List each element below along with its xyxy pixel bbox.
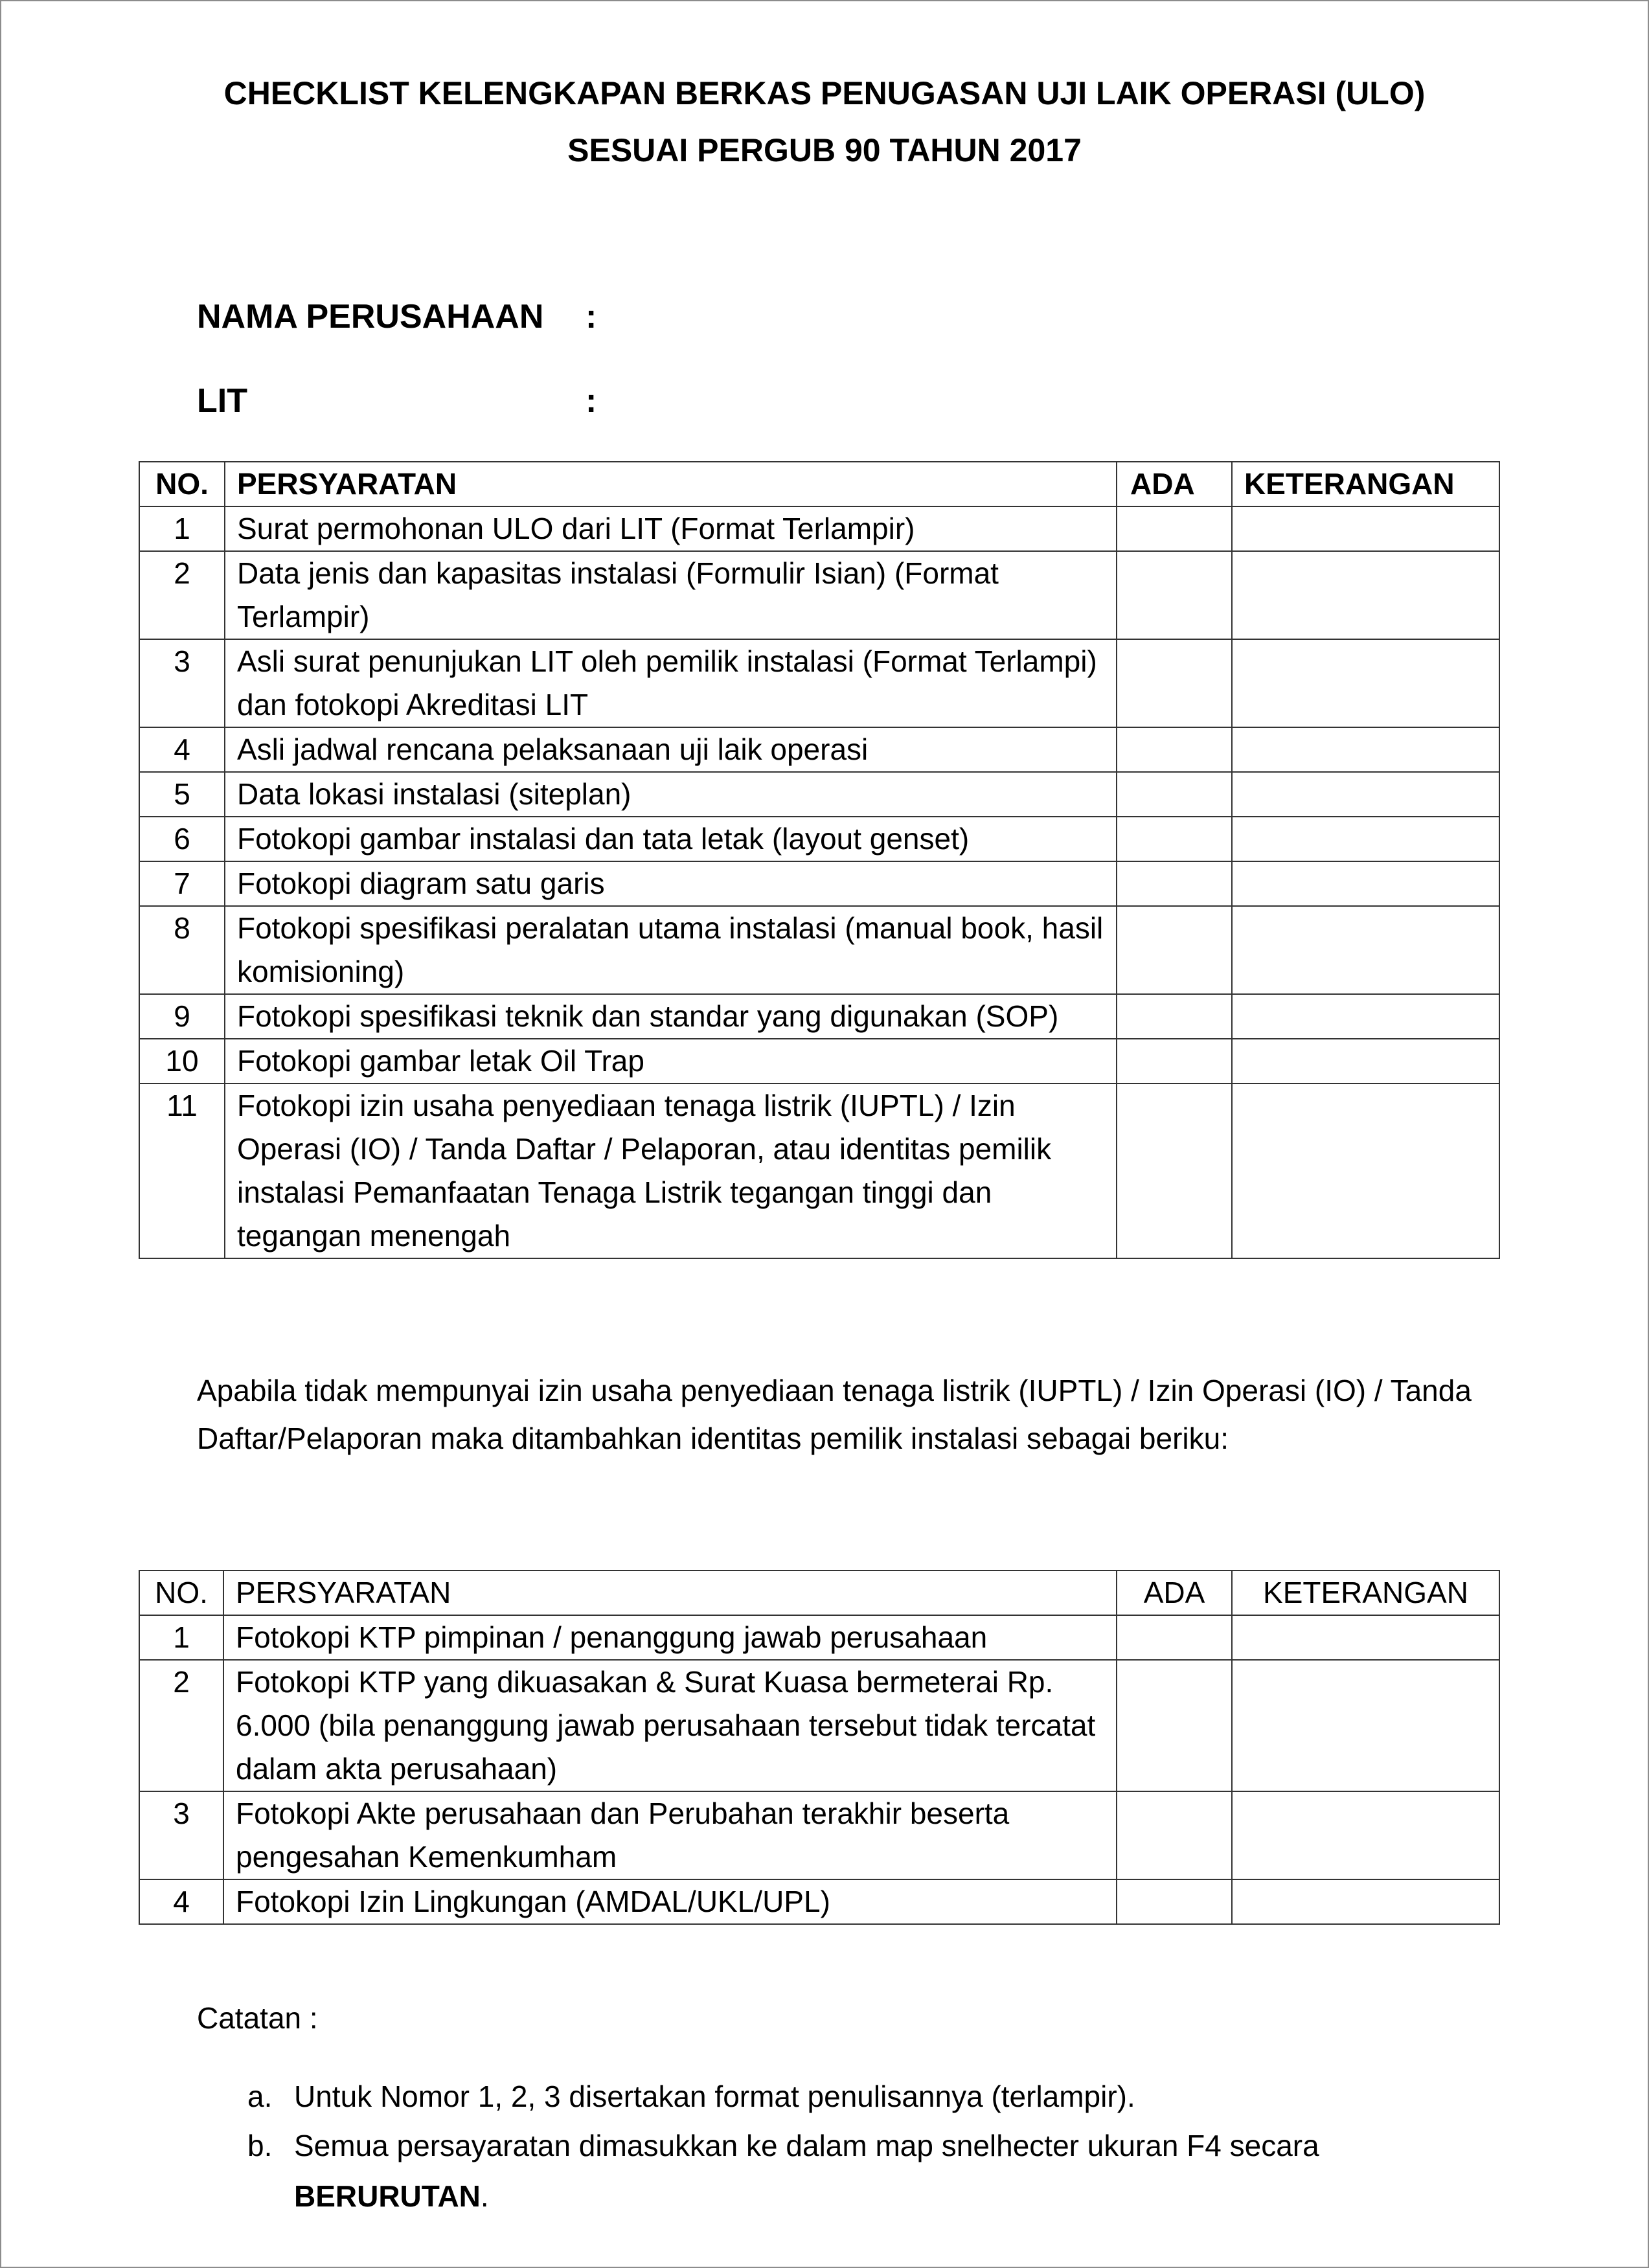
row-requirement: Fotokopi KTP yang dikuasakan & Surat Kuasa bermeterai Rp. 6.000 (bila penanggung jawab perusahaan tersebut tidak tercatat dalam akta perusahaan) [223, 1660, 1117, 1791]
note-text-wrapper [294, 2120, 1413, 2221]
note-item [247, 2071, 1413, 2122]
row-requirement: Surat permohonan ULO dari LIT (Format Terlampir) [225, 506, 1117, 551]
row-available-cell[interactable] [1117, 994, 1232, 1039]
additional-requirements-table [139, 1570, 1500, 1925]
row-available-cell[interactable] [1117, 817, 1232, 861]
row-number: 1 [139, 1615, 223, 1660]
row-remarks-cell[interactable] [1232, 1615, 1499, 1660]
table-row [139, 861, 1499, 906]
company-name-label: NAMA PERUSAHAAN [197, 298, 544, 335]
row-number: 10 [139, 1039, 225, 1083]
row-remarks-cell[interactable] [1232, 861, 1499, 906]
row-requirement: Fotokopi izin usaha penyediaan tenaga listrik (IUPTL) / Izin Operasi (IO) / Tanda Daftar / Pelaporan, atau identitas pemilik instalasi Pemanfaatan Tenaga Listrik tegangan tinggi dan tegangan menengah [225, 1083, 1117, 1258]
document-title-line2: SESUAI PERGUB 90 TAHUN 2017 [567, 132, 1082, 168]
row-requirement: Fotokopi spesifikasi teknik dan standar yang digunakan (SOP) [225, 994, 1117, 1039]
row-requirement: Data jenis dan kapasitas instalasi (Formulir Isian) (Format Terlampir) [225, 551, 1117, 639]
row-remarks-cell[interactable] [1232, 639, 1499, 727]
row-number: 4 [139, 1879, 223, 1924]
row-number: 8 [139, 906, 225, 994]
row-available-cell[interactable] [1117, 1039, 1232, 1083]
table-row [139, 817, 1499, 861]
table-row [139, 1039, 1499, 1083]
note-letter: b. [247, 2129, 273, 2162]
row-number: 1 [139, 506, 225, 551]
header-remarks: KETERANGAN [1232, 462, 1499, 506]
note-tail: . [480, 2179, 489, 2213]
row-remarks-cell[interactable] [1232, 551, 1499, 639]
row-requirement: Fotokopi Akte perusahaan dan Perubahan terakhir beserta pengesahan Kemenkumham [223, 1791, 1117, 1879]
row-requirement: Fotokopi gambar instalasi dan tata letak (layout genset) [225, 817, 1117, 861]
header-remarks: KETERANGAN [1232, 1571, 1499, 1615]
row-available-cell[interactable] [1117, 772, 1232, 817]
row-number: 3 [139, 1791, 223, 1879]
row-available-cell[interactable] [1117, 551, 1232, 639]
row-remarks-cell[interactable] [1232, 994, 1499, 1039]
table-row [139, 772, 1499, 817]
header-available: ADA [1117, 1571, 1232, 1615]
row-requirement: Fotokopi diagram satu garis [225, 861, 1117, 906]
requirements-table [139, 461, 1500, 1259]
row-remarks-cell[interactable] [1232, 1879, 1499, 1924]
row-available-cell[interactable] [1117, 727, 1232, 772]
table-row [139, 551, 1499, 639]
row-number: 11 [139, 1083, 225, 1258]
row-available-cell[interactable] [1117, 1791, 1232, 1879]
table-row [139, 1660, 1499, 1791]
row-number: 7 [139, 861, 225, 906]
company-name-field [197, 296, 597, 337]
header-requirement: PERSYARATAN [223, 1571, 1117, 1615]
row-requirement: Fotokopi KTP pimpinan / penanggung jawab perusahaan [223, 1615, 1117, 1660]
row-available-cell[interactable] [1117, 506, 1232, 551]
row-available-cell[interactable] [1117, 639, 1232, 727]
table-row [139, 906, 1499, 994]
notes-label: Catatan : [197, 2001, 318, 2035]
conditional-paragraph: Apabila tidak mempunyai izin usaha penyediaan tenaga listrik (IUPTL) / Izin Operasi (IO) / Tanda Daftar/Pelaporan maka ditambahkan identitas pemilik instalasi sebagai beriku: [197, 1374, 1472, 1455]
row-remarks-cell[interactable] [1232, 727, 1499, 772]
row-number: 2 [139, 551, 225, 639]
lit-label: LIT [197, 382, 247, 420]
row-number: 9 [139, 994, 225, 1039]
lit-field [197, 380, 597, 422]
row-available-cell[interactable] [1117, 861, 1232, 906]
table-row [139, 1879, 1499, 1924]
row-remarks-cell[interactable] [1232, 1791, 1499, 1879]
row-number: 2 [139, 1660, 223, 1791]
note-emphasis: BERURUTAN [294, 2179, 481, 2213]
row-remarks-cell[interactable] [1232, 1660, 1499, 1791]
row-available-cell[interactable] [1117, 1615, 1232, 1660]
table-row [139, 727, 1499, 772]
table-row [139, 1083, 1499, 1258]
row-number: 4 [139, 727, 225, 772]
note-text: Untuk Nomor 1, 2, 3 disertakan format penulisannya (terlampir). [294, 2080, 1135, 2113]
table-row [139, 506, 1499, 551]
document-title-line1: CHECKLIST KELENGKAPAN BERKAS PENUGASAN UJI LAIK OPERASI (ULO) [223, 75, 1426, 111]
row-requirement: Data lokasi instalasi (siteplan) [225, 772, 1117, 817]
row-remarks-cell[interactable] [1232, 1083, 1499, 1258]
row-available-cell[interactable] [1117, 1660, 1232, 1791]
lit-colon: : [586, 382, 597, 420]
note-item [247, 2120, 1413, 2221]
row-available-cell[interactable] [1117, 1083, 1232, 1258]
row-remarks-cell[interactable] [1232, 506, 1499, 551]
note-text: Semua persayaratan dimasukkan ke dalam map snelhecter ukuran F4 secara [294, 2129, 1319, 2162]
row-remarks-cell[interactable] [1232, 817, 1499, 861]
row-number: 6 [139, 817, 225, 861]
table-row [139, 994, 1499, 1039]
company-name-colon: : [586, 298, 597, 335]
row-remarks-cell[interactable] [1232, 906, 1499, 994]
row-remarks-cell[interactable] [1232, 1039, 1499, 1083]
header-available: ADA [1117, 462, 1232, 506]
table-header-row [139, 1571, 1499, 1615]
row-available-cell[interactable] [1117, 906, 1232, 994]
note-letter: a. [247, 2080, 273, 2113]
row-requirement: Asli surat penunjukan LIT oleh pemilik instalasi (Format Terlampi) dan fotokopi Akreditasi LIT [225, 639, 1117, 727]
header-no: NO. [139, 462, 225, 506]
row-requirement: Asli jadwal rencana pelaksanaan uji laik operasi [225, 727, 1117, 772]
row-requirement: Fotokopi gambar letak Oil Trap [225, 1039, 1117, 1083]
table-row [139, 1615, 1499, 1660]
row-available-cell[interactable] [1117, 1879, 1232, 1924]
table-header-row [139, 462, 1499, 506]
table-row [139, 1791, 1499, 1879]
row-remarks-cell[interactable] [1232, 772, 1499, 817]
row-number: 3 [139, 639, 225, 727]
row-requirement: Fotokopi spesifikasi peralatan utama instalasi (manual book, hasil komisioning) [225, 906, 1117, 994]
row-requirement: Fotokopi Izin Lingkungan (AMDAL/UKL/UPL) [223, 1879, 1117, 1924]
header-requirement: PERSYARATAN [225, 462, 1117, 506]
table-row [139, 639, 1499, 727]
header-no: NO. [139, 1571, 223, 1615]
row-number: 5 [139, 772, 225, 817]
